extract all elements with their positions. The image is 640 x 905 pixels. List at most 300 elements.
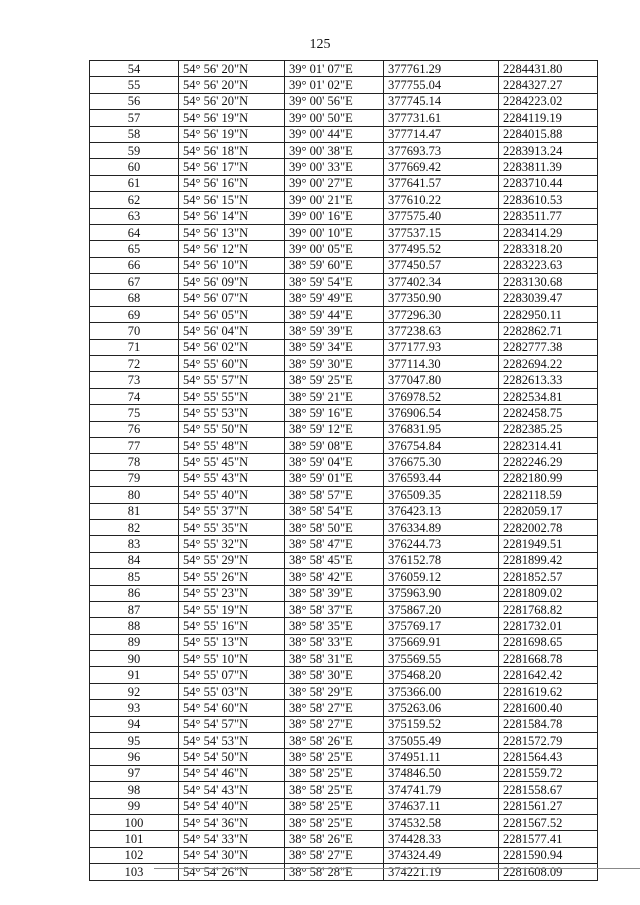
point-number-cell: 103 [90, 864, 179, 880]
x-coordinate-cell: 375769.17 [384, 618, 499, 634]
table-row [90, 339, 598, 355]
point-number-cell: 86 [90, 585, 179, 601]
x-coordinate-cell: 376978.52 [384, 388, 499, 404]
y-coordinate-cell: 2281608.09 [499, 864, 598, 880]
point-number-cell: 63 [90, 208, 179, 224]
y-coordinate-cell: 2282950.11 [499, 306, 598, 322]
longitude-cell: 38° 58' 28"E [285, 864, 384, 880]
y-coordinate-cell: 2282002.78 [499, 519, 598, 535]
y-coordinate-cell: 2281768.82 [499, 601, 598, 617]
y-coordinate-cell: 2284431.80 [499, 61, 598, 77]
longitude-cell: 38° 59' 01"E [285, 470, 384, 486]
table-row [90, 405, 598, 421]
longitude-cell: 38° 58' 27"E [285, 700, 384, 716]
point-number-cell: 101 [90, 831, 179, 847]
point-number-cell: 93 [90, 700, 179, 716]
longitude-cell: 38° 58' 30"E [285, 667, 384, 683]
x-coordinate-cell: 377177.93 [384, 339, 499, 355]
table-row [90, 159, 598, 175]
latitude-cell: 54° 55' 43"N [179, 470, 285, 486]
longitude-cell: 38° 59' 12"E [285, 421, 384, 437]
latitude-cell: 54° 56' 05"N [179, 306, 285, 322]
x-coordinate-cell: 377537.15 [384, 224, 499, 240]
latitude-cell: 54° 56' 14"N [179, 208, 285, 224]
x-coordinate-cell: 377350.90 [384, 290, 499, 306]
longitude-cell: 38° 59' 16"E [285, 405, 384, 421]
x-coordinate-cell: 376059.12 [384, 569, 499, 585]
table-row [90, 142, 598, 158]
table-row [90, 437, 598, 453]
table-row [90, 798, 598, 814]
x-coordinate-cell: 376675.30 [384, 454, 499, 470]
x-coordinate-cell: 377714.47 [384, 126, 499, 142]
table-row [90, 126, 598, 142]
longitude-cell: 38° 59' 60"E [285, 257, 384, 273]
longitude-cell: 38° 58' 47"E [285, 536, 384, 552]
latitude-cell: 54° 55' 35"N [179, 519, 285, 535]
x-coordinate-cell: 374741.79 [384, 782, 499, 798]
x-coordinate-cell: 375963.90 [384, 585, 499, 601]
y-coordinate-cell: 2281809.02 [499, 585, 598, 601]
point-number-cell: 82 [90, 519, 179, 535]
longitude-cell: 38° 58' 27"E [285, 847, 384, 863]
y-coordinate-cell: 2282385.25 [499, 421, 598, 437]
y-coordinate-cell: 2284015.88 [499, 126, 598, 142]
x-coordinate-cell: 376593.44 [384, 470, 499, 486]
y-coordinate-cell: 2282059.17 [499, 503, 598, 519]
table-row [90, 667, 598, 683]
y-coordinate-cell: 2281642.42 [499, 667, 598, 683]
x-coordinate-cell: 377047.80 [384, 372, 499, 388]
point-number-cell: 79 [90, 470, 179, 486]
x-coordinate-cell: 376509.35 [384, 487, 499, 503]
latitude-cell: 54° 55' 48"N [179, 437, 285, 453]
bottom-rule [154, 868, 640, 869]
latitude-cell: 54° 56' 20"N [179, 61, 285, 77]
coordinates-table-body [90, 61, 598, 881]
latitude-cell: 54° 56' 19"N [179, 110, 285, 126]
table-row [90, 569, 598, 585]
longitude-cell: 38° 58' 25"E [285, 765, 384, 781]
longitude-cell: 39° 01' 07"E [285, 61, 384, 77]
y-coordinate-cell: 2281558.67 [499, 782, 598, 798]
x-coordinate-cell: 375569.55 [384, 651, 499, 667]
x-coordinate-cell: 377761.29 [384, 61, 499, 77]
table-row [90, 356, 598, 372]
latitude-cell: 54° 56' 15"N [179, 192, 285, 208]
x-coordinate-cell: 375263.06 [384, 700, 499, 716]
point-number-cell: 91 [90, 667, 179, 683]
x-coordinate-cell: 377610.22 [384, 192, 499, 208]
longitude-cell: 38° 59' 08"E [285, 437, 384, 453]
longitude-cell: 38° 58' 39"E [285, 585, 384, 601]
point-number-cell: 87 [90, 601, 179, 617]
table-row [90, 175, 598, 191]
x-coordinate-cell: 377731.61 [384, 110, 499, 126]
longitude-cell: 38° 58' 25"E [285, 749, 384, 765]
longitude-cell: 38° 58' 26"E [285, 733, 384, 749]
table-row [90, 454, 598, 470]
coordinates-table [89, 60, 598, 881]
y-coordinate-cell: 2283130.68 [499, 274, 598, 290]
table-row [90, 700, 598, 716]
latitude-cell: 54° 55' 19"N [179, 601, 285, 617]
x-coordinate-cell: 374637.11 [384, 798, 499, 814]
point-number-cell: 76 [90, 421, 179, 437]
x-coordinate-cell: 377745.14 [384, 93, 499, 109]
x-coordinate-cell: 374532.58 [384, 814, 499, 830]
table-row [90, 388, 598, 404]
latitude-cell: 54° 56' 18"N [179, 142, 285, 158]
point-number-cell: 80 [90, 487, 179, 503]
table-row [90, 716, 598, 732]
point-number-cell: 64 [90, 224, 179, 240]
table-row [90, 618, 598, 634]
y-coordinate-cell: 2281561.27 [499, 798, 598, 814]
x-coordinate-cell: 377641.57 [384, 175, 499, 191]
x-coordinate-cell: 374951.11 [384, 749, 499, 765]
latitude-cell: 54° 55' 55"N [179, 388, 285, 404]
table-row [90, 847, 598, 863]
y-coordinate-cell: 2281852.57 [499, 569, 598, 585]
point-number-cell: 92 [90, 683, 179, 699]
table-row [90, 61, 598, 77]
table-row [90, 585, 598, 601]
point-number-cell: 55 [90, 77, 179, 93]
latitude-cell: 54° 54' 40"N [179, 798, 285, 814]
longitude-cell: 39° 00' 10"E [285, 224, 384, 240]
table-row [90, 601, 598, 617]
point-number-cell: 75 [90, 405, 179, 421]
x-coordinate-cell: 377575.40 [384, 208, 499, 224]
point-number-cell: 102 [90, 847, 179, 863]
longitude-cell: 39° 00' 05"E [285, 241, 384, 257]
latitude-cell: 54° 56' 17"N [179, 159, 285, 175]
x-coordinate-cell: 377238.63 [384, 323, 499, 339]
x-coordinate-cell: 374428.33 [384, 831, 499, 847]
x-coordinate-cell: 375468.20 [384, 667, 499, 683]
longitude-cell: 39° 00' 44"E [285, 126, 384, 142]
point-number-cell: 89 [90, 634, 179, 650]
x-coordinate-cell: 377693.73 [384, 142, 499, 158]
longitude-cell: 39° 00' 33"E [285, 159, 384, 175]
point-number-cell: 61 [90, 175, 179, 191]
latitude-cell: 54° 54' 30"N [179, 847, 285, 863]
longitude-cell: 38° 59' 25"E [285, 372, 384, 388]
y-coordinate-cell: 2283511.77 [499, 208, 598, 224]
table-row [90, 552, 598, 568]
table-row [90, 733, 598, 749]
y-coordinate-cell: 2282862.71 [499, 323, 598, 339]
latitude-cell: 54° 54' 43"N [179, 782, 285, 798]
latitude-cell: 54° 55' 23"N [179, 585, 285, 601]
longitude-cell: 38° 58' 31"E [285, 651, 384, 667]
x-coordinate-cell: 375159.52 [384, 716, 499, 732]
y-coordinate-cell: 2281559.72 [499, 765, 598, 781]
point-number-cell: 81 [90, 503, 179, 519]
table-row [90, 651, 598, 667]
point-number-cell: 88 [90, 618, 179, 634]
longitude-cell: 39° 00' 38"E [285, 142, 384, 158]
y-coordinate-cell: 2281584.78 [499, 716, 598, 732]
longitude-cell: 39° 00' 27"E [285, 175, 384, 191]
x-coordinate-cell: 376831.95 [384, 421, 499, 437]
longitude-cell: 38° 58' 27"E [285, 716, 384, 732]
y-coordinate-cell: 2282458.75 [499, 405, 598, 421]
longitude-cell: 38° 58' 35"E [285, 618, 384, 634]
y-coordinate-cell: 2282180.99 [499, 470, 598, 486]
y-coordinate-cell: 2281668.78 [499, 651, 598, 667]
y-coordinate-cell: 2283610.53 [499, 192, 598, 208]
table-row [90, 93, 598, 109]
y-coordinate-cell: 2282246.29 [499, 454, 598, 470]
point-number-cell: 70 [90, 323, 179, 339]
longitude-cell: 38° 59' 21"E [285, 388, 384, 404]
point-number-cell: 72 [90, 356, 179, 372]
latitude-cell: 54° 55' 26"N [179, 569, 285, 585]
latitude-cell: 54° 54' 46"N [179, 765, 285, 781]
latitude-cell: 54° 54' 26"N [179, 864, 285, 880]
y-coordinate-cell: 2281619.62 [499, 683, 598, 699]
longitude-cell: 39° 00' 56"E [285, 93, 384, 109]
y-coordinate-cell: 2283811.39 [499, 159, 598, 175]
point-number-cell: 60 [90, 159, 179, 175]
point-number-cell: 95 [90, 733, 179, 749]
latitude-cell: 54° 55' 45"N [179, 454, 285, 470]
y-coordinate-cell: 2281577.41 [499, 831, 598, 847]
latitude-cell: 54° 55' 03"N [179, 683, 285, 699]
y-coordinate-cell: 2283414.29 [499, 224, 598, 240]
point-number-cell: 97 [90, 765, 179, 781]
point-number-cell: 58 [90, 126, 179, 142]
point-number-cell: 74 [90, 388, 179, 404]
latitude-cell: 54° 55' 53"N [179, 405, 285, 421]
table-row [90, 372, 598, 388]
latitude-cell: 54° 55' 29"N [179, 552, 285, 568]
longitude-cell: 38° 58' 50"E [285, 519, 384, 535]
latitude-cell: 54° 55' 07"N [179, 667, 285, 683]
table-row [90, 683, 598, 699]
y-coordinate-cell: 2281949.51 [499, 536, 598, 552]
y-coordinate-cell: 2283913.24 [499, 142, 598, 158]
point-number-cell: 99 [90, 798, 179, 814]
y-coordinate-cell: 2283223.63 [499, 257, 598, 273]
longitude-cell: 38° 58' 54"E [285, 503, 384, 519]
point-number-cell: 68 [90, 290, 179, 306]
longitude-cell: 38° 58' 33"E [285, 634, 384, 650]
x-coordinate-cell: 377402.34 [384, 274, 499, 290]
x-coordinate-cell: 377296.30 [384, 306, 499, 322]
x-coordinate-cell: 376152.78 [384, 552, 499, 568]
latitude-cell: 54° 55' 16"N [179, 618, 285, 634]
table-row [90, 306, 598, 322]
y-coordinate-cell: 2281572.79 [499, 733, 598, 749]
longitude-cell: 38° 59' 30"E [285, 356, 384, 372]
latitude-cell: 54° 54' 36"N [179, 814, 285, 830]
x-coordinate-cell: 376754.84 [384, 437, 499, 453]
y-coordinate-cell: 2283710.44 [499, 175, 598, 191]
y-coordinate-cell: 2281698.65 [499, 634, 598, 650]
longitude-cell: 38° 59' 44"E [285, 306, 384, 322]
point-number-cell: 98 [90, 782, 179, 798]
table-row [90, 749, 598, 765]
x-coordinate-cell: 374324.49 [384, 847, 499, 863]
x-coordinate-cell: 376906.54 [384, 405, 499, 421]
table-row [90, 257, 598, 273]
y-coordinate-cell: 2282314.41 [499, 437, 598, 453]
latitude-cell: 54° 56' 13"N [179, 224, 285, 240]
latitude-cell: 54° 55' 57"N [179, 372, 285, 388]
point-number-cell: 85 [90, 569, 179, 585]
point-number-cell: 84 [90, 552, 179, 568]
table-row [90, 110, 598, 126]
x-coordinate-cell: 375366.00 [384, 683, 499, 699]
longitude-cell: 38° 58' 57"E [285, 487, 384, 503]
latitude-cell: 54° 55' 10"N [179, 651, 285, 667]
y-coordinate-cell: 2284223.02 [499, 93, 598, 109]
point-number-cell: 96 [90, 749, 179, 765]
y-coordinate-cell: 2281567.52 [499, 814, 598, 830]
latitude-cell: 54° 56' 09"N [179, 274, 285, 290]
table-row [90, 831, 598, 847]
latitude-cell: 54° 56' 07"N [179, 290, 285, 306]
x-coordinate-cell: 376244.73 [384, 536, 499, 552]
x-coordinate-cell: 377755.04 [384, 77, 499, 93]
latitude-cell: 54° 56' 19"N [179, 126, 285, 142]
y-coordinate-cell: 2284327.27 [499, 77, 598, 93]
page-number: 125 [309, 37, 331, 52]
table-row [90, 421, 598, 437]
point-number-cell: 71 [90, 339, 179, 355]
table-row [90, 864, 598, 880]
latitude-cell: 54° 56' 02"N [179, 339, 285, 355]
point-number-cell: 67 [90, 274, 179, 290]
x-coordinate-cell: 374846.50 [384, 765, 499, 781]
point-number-cell: 100 [90, 814, 179, 830]
latitude-cell: 54° 56' 20"N [179, 93, 285, 109]
point-number-cell: 57 [90, 110, 179, 126]
longitude-cell: 38° 58' 25"E [285, 798, 384, 814]
y-coordinate-cell: 2284119.19 [499, 110, 598, 126]
longitude-cell: 38° 59' 34"E [285, 339, 384, 355]
point-number-cell: 65 [90, 241, 179, 257]
latitude-cell: 54° 55' 13"N [179, 634, 285, 650]
latitude-cell: 54° 56' 10"N [179, 257, 285, 273]
y-coordinate-cell: 2282534.81 [499, 388, 598, 404]
latitude-cell: 54° 54' 50"N [179, 749, 285, 765]
y-coordinate-cell: 2281590.94 [499, 847, 598, 863]
latitude-cell: 54° 54' 57"N [179, 716, 285, 732]
y-coordinate-cell: 2281600.40 [499, 700, 598, 716]
y-coordinate-cell: 2281899.42 [499, 552, 598, 568]
table-row [90, 634, 598, 650]
longitude-cell: 39° 00' 16"E [285, 208, 384, 224]
point-number-cell: 77 [90, 437, 179, 453]
point-number-cell: 66 [90, 257, 179, 273]
latitude-cell: 54° 54' 33"N [179, 831, 285, 847]
latitude-cell: 54° 56' 16"N [179, 175, 285, 191]
point-number-cell: 73 [90, 372, 179, 388]
y-coordinate-cell: 2282613.33 [499, 372, 598, 388]
x-coordinate-cell: 377669.42 [384, 159, 499, 175]
x-coordinate-cell: 375055.49 [384, 733, 499, 749]
latitude-cell: 54° 56' 12"N [179, 241, 285, 257]
longitude-cell: 38° 58' 37"E [285, 601, 384, 617]
longitude-cell: 38° 58' 42"E [285, 569, 384, 585]
table-row [90, 323, 598, 339]
y-coordinate-cell: 2282694.22 [499, 356, 598, 372]
table-row [90, 192, 598, 208]
table-row [90, 814, 598, 830]
table-row [90, 519, 598, 535]
longitude-cell: 38° 59' 04"E [285, 454, 384, 470]
point-number-cell: 54 [90, 61, 179, 77]
table-row [90, 274, 598, 290]
y-coordinate-cell: 2283039.47 [499, 290, 598, 306]
latitude-cell: 54° 55' 37"N [179, 503, 285, 519]
x-coordinate-cell: 377114.30 [384, 356, 499, 372]
y-coordinate-cell: 2281732.01 [499, 618, 598, 634]
longitude-cell: 38° 59' 49"E [285, 290, 384, 306]
table-row [90, 208, 598, 224]
table-row [90, 241, 598, 257]
table-row [90, 503, 598, 519]
longitude-cell: 38° 58' 25"E [285, 782, 384, 798]
table-row [90, 290, 598, 306]
y-coordinate-cell: 2282777.38 [499, 339, 598, 355]
latitude-cell: 54° 56' 20"N [179, 77, 285, 93]
table-row [90, 470, 598, 486]
x-coordinate-cell: 375867.20 [384, 601, 499, 617]
longitude-cell: 39° 01' 02"E [285, 77, 384, 93]
longitude-cell: 39° 00' 21"E [285, 192, 384, 208]
x-coordinate-cell: 377450.57 [384, 257, 499, 273]
x-coordinate-cell: 375669.91 [384, 634, 499, 650]
longitude-cell: 38° 59' 39"E [285, 323, 384, 339]
x-coordinate-cell: 377495.52 [384, 241, 499, 257]
table-row [90, 536, 598, 552]
y-coordinate-cell: 2282118.59 [499, 487, 598, 503]
latitude-cell: 54° 54' 60"N [179, 700, 285, 716]
latitude-cell: 54° 55' 50"N [179, 421, 285, 437]
table-row [90, 77, 598, 93]
table-row [90, 782, 598, 798]
point-number-cell: 94 [90, 716, 179, 732]
longitude-cell: 38° 58' 25"E [285, 814, 384, 830]
latitude-cell: 54° 55' 32"N [179, 536, 285, 552]
x-coordinate-cell: 374221.19 [384, 864, 499, 880]
latitude-cell: 54° 56' 04"N [179, 323, 285, 339]
point-number-cell: 90 [90, 651, 179, 667]
longitude-cell: 38° 58' 26"E [285, 831, 384, 847]
table-row [90, 224, 598, 240]
latitude-cell: 54° 55' 60"N [179, 356, 285, 372]
table-row [90, 765, 598, 781]
table-row [90, 487, 598, 503]
x-coordinate-cell: 376423.13 [384, 503, 499, 519]
latitude-cell: 54° 55' 40"N [179, 487, 285, 503]
latitude-cell: 54° 54' 53"N [179, 733, 285, 749]
point-number-cell: 62 [90, 192, 179, 208]
point-number-cell: 83 [90, 536, 179, 552]
longitude-cell: 39° 00' 50"E [285, 110, 384, 126]
y-coordinate-cell: 2283318.20 [499, 241, 598, 257]
x-coordinate-cell: 376334.89 [384, 519, 499, 535]
longitude-cell: 38° 58' 29"E [285, 683, 384, 699]
point-number-cell: 59 [90, 142, 179, 158]
longitude-cell: 38° 58' 45"E [285, 552, 384, 568]
point-number-cell: 78 [90, 454, 179, 470]
